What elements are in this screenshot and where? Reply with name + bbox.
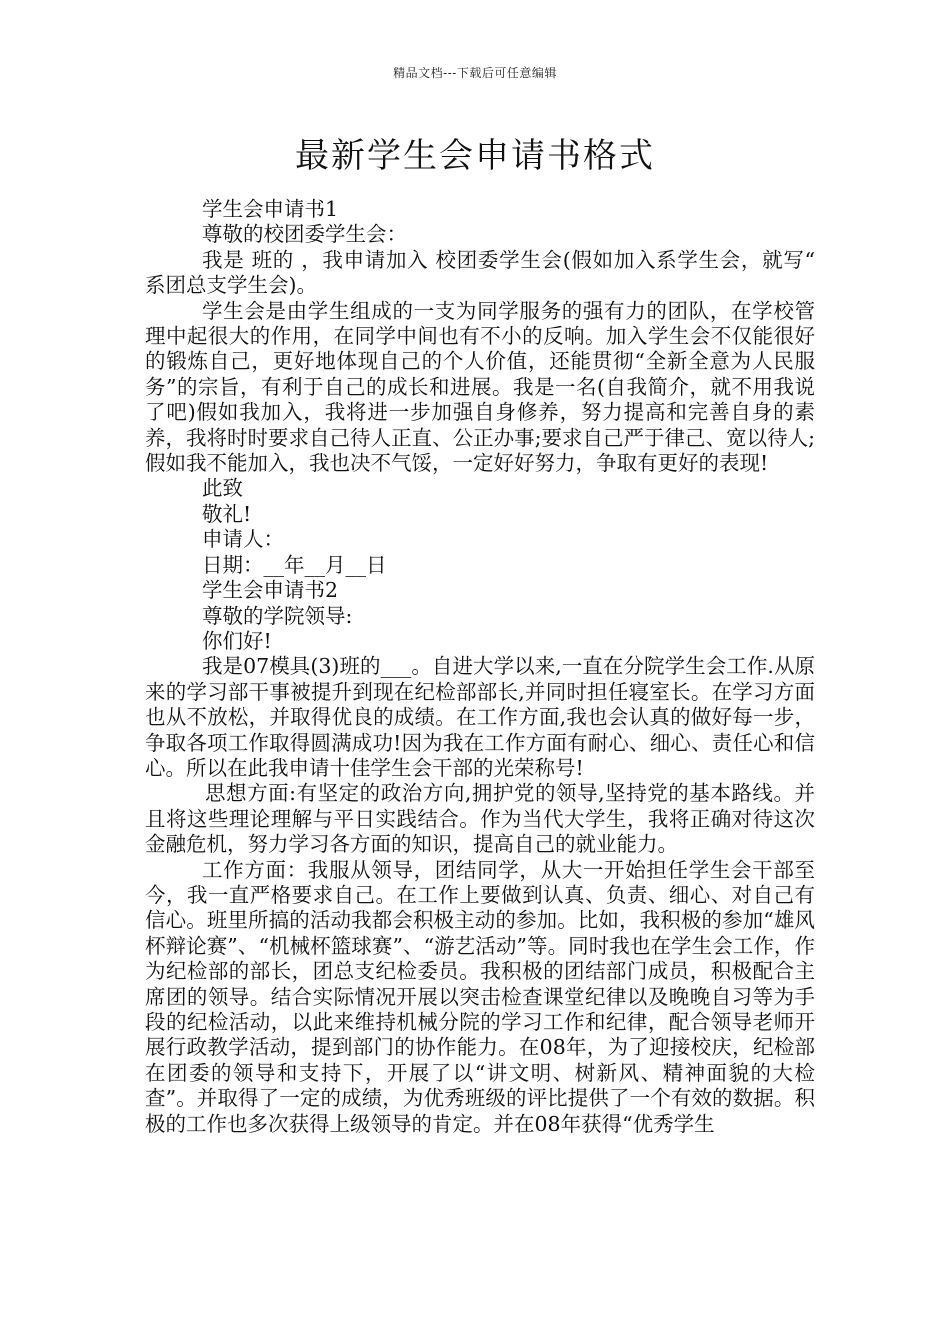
paragraph-intro-2: 我是07模具(3)班的___。自进大学以来,一直在分院学生会工作.从原来的学习部干事被提升到现在纪检部部长,并同时担任寝室长。在学习方面也从不放松，并取得优良的成绩。在工作方面,我也会认真的做好每一步，争取各项工作取得圆满成功!因为我在工作方面有耐心、细心、责任心和信心。所以在此我申请十佳学生会干部的光荣称号! [145, 654, 815, 780]
paragraph-closing-1: 此致 [202, 476, 243, 501]
paragraph-greeting-2: 你们好! [202, 628, 272, 653]
paragraph-thought: 思想方面:有坚定的政治方向,拥护党的领导,坚持党的基本路线。并且将这些理论理解与平日实践结合。作为当代大学生，我将正确对待这次金融危机，努力学习各方面的知识，提高自己的就业能力。 [145, 781, 815, 857]
paragraph-regards-1: 敬礼! [202, 501, 252, 526]
paragraph-letter1-heading: 学生会申请书1 [202, 197, 339, 221]
paragraph-applicant-1: 申请人： [202, 527, 284, 552]
paragraph-salutation-2: 尊敬的学院领导: [202, 603, 353, 628]
paragraph-date-1: 日期：__年__月__日 [202, 552, 387, 577]
document-body [145, 197, 815, 1137]
paragraph-letter2-heading: 学生会申请书2 [202, 578, 339, 603]
paragraph-salutation-1: 尊敬的校团委学生会： [202, 222, 407, 247]
document-title: 最新学生会申请书格式 [295, 136, 655, 176]
paragraph-body-1: 学生会是由学生组成的一支为同学服务的强有力的团队，在学校管理中起很大的作用，在同学中间也有不小的反响。加入学生会不仅能很好的锻炼自己，更好地体现自己的个人价值，还能贯彻“全新全意为人民服务”的宗旨，有利于自己的成长和进展。我是一名(自我简介，就不用我说了吧)假如我加入，我将进一步加强自身修养，努力提高和完善自身的素养，我将时时要求自己待人正直、公正办事;要求自己严于律己、宽以待人;假如我不能加入，我也决不气馁，一定好好努力，争取有更好的表现! [145, 298, 815, 476]
header-note: 精品文档---下载后可任意编辑 [393, 66, 557, 80]
paragraph-intro-1: 我是 班的 ，我申请加入 校团委学生会(假如加入系学生会，就写“ 系团总支学生会)。 [145, 247, 815, 298]
paragraph-work: 工作方面：我服从领导，团结同学，从大一开始担任学生会干部至今，我一直严格要求自己。在工作上要做到认真、负责、细心、对自己有信心。班里所搞的活动我都会积极主动的参加。比如，我积极的参加“雄风杯辩论赛”、“机械杯篮球赛”、“游艺活动”等。同时我也在学生会工作，作为纪检部的部长，团总支纪检委员。我积极的团结部门成员，积极配合主席团的领导。结合实际情况开展以突击检查课堂纪律以及晚晚自习等为手段的纪检活动，以此来维持机械分院的学习工作和纪律，配合领导老师开展行政教学活动，提到部门的协作能力。在08年，为了迎接校庆，纪检部在团委的领导和支持下，开展了以“讲文明、树新风、精神面貌的大检查”。并取得了一定的成绩，为优秀班级的评比提供了一个有效的数据。积极的工作也多次获得上级领导的肯定。并在08年获得“优秀学生 [145, 857, 815, 1136]
